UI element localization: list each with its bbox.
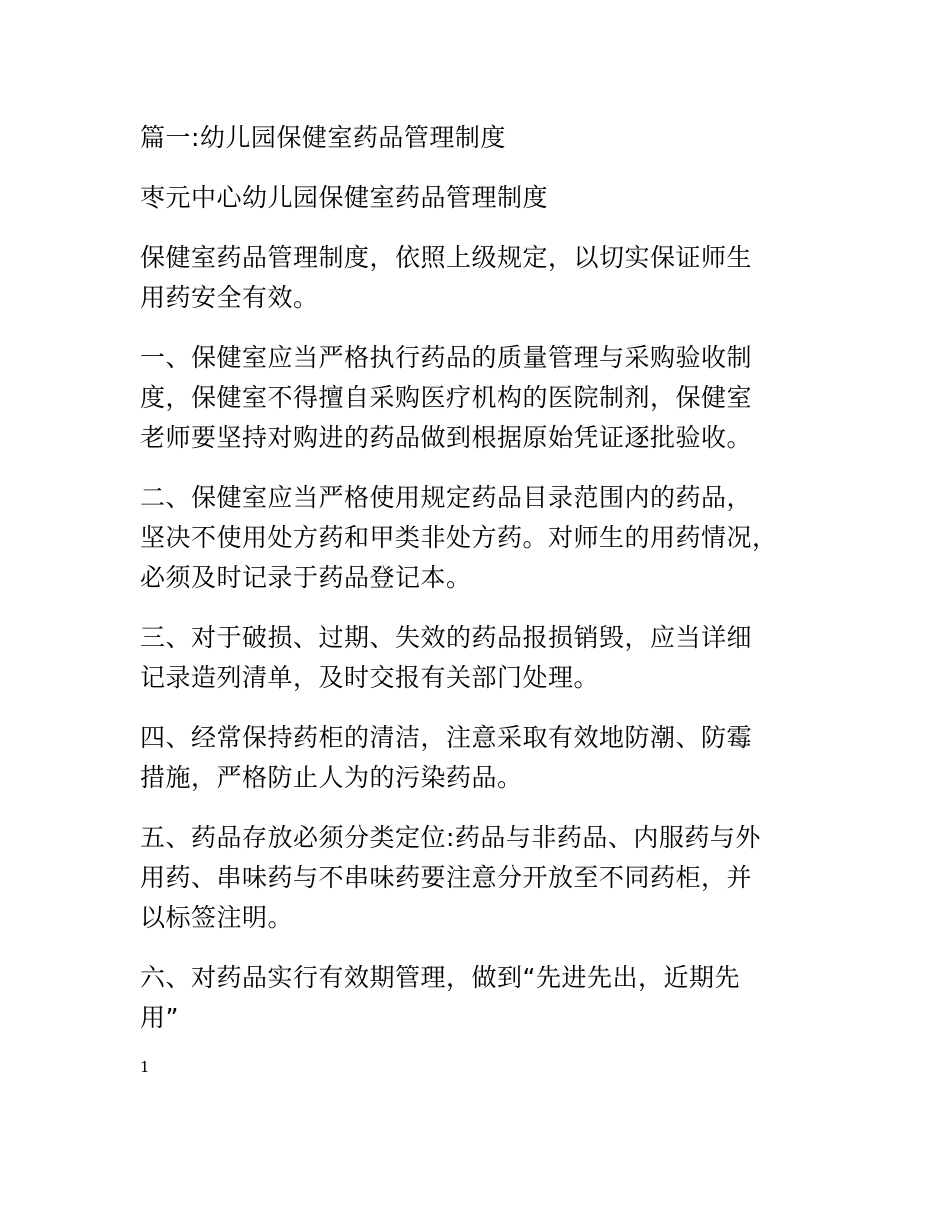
intro-paragraph [140, 238, 820, 318]
text-line: 六、对药品实行有效期管理，做到“先进先出，近期先 [140, 963, 740, 992]
text-line: 枣元中心幼儿园保健室药品管理制度 [140, 183, 549, 212]
rule-paragraph-1 [140, 338, 820, 458]
rule-paragraph-4 [140, 718, 820, 798]
text-line: 用药、串味药与不串味药要注意分开放至不同药柜，并 [140, 863, 753, 892]
text-line: 以标签注明。 [140, 903, 294, 932]
text-line: 用药安全有效。 [140, 283, 319, 312]
text-line: 坚决不使用处方药和甲类非处方药。对师生的用药情况， [140, 523, 778, 552]
text-line: 二、保健室应当严格使用规定药品目录范围内的药品， [140, 483, 753, 512]
text-line: 必须及时记录于药品登记本。 [140, 563, 472, 592]
document-body [140, 118, 820, 1058]
rule-paragraph-6 [140, 958, 820, 1038]
text-line: 四、经常保持药柜的清洁，注意采取有效地防潮、防霉 [140, 723, 753, 752]
rule-paragraph-3 [140, 618, 820, 698]
text-line: 措施，严格防止人为的污染药品。 [140, 763, 523, 792]
rule-paragraph-2 [140, 478, 820, 598]
section-title [140, 118, 820, 158]
text-line: 用” [140, 1003, 179, 1032]
text-line: 五、药品存放必须分类定位:药品与非药品、内服药与外 [140, 823, 761, 852]
rule-paragraph-5 [140, 818, 820, 938]
text-line: 老师要坚持对购进的药品做到根据原始凭证逐批验收。 [140, 423, 753, 452]
text-line: 三、对于破损、过期、失效的药品报损销毁，应当详细 [140, 623, 753, 652]
page-number: 1 [140, 1058, 150, 1076]
text-line: 保健室药品管理制度，依照上级规定，以切实保证师生 [140, 243, 753, 272]
text-line: 度，保健室不得擅自采购医疗机构的医院制剂，保健室 [140, 383, 753, 412]
text-line: 记录造列清单，及时交报有关部门处理。 [140, 663, 600, 692]
text-line: 一、保健室应当严格执行药品的质量管理与采购验收制 [140, 343, 753, 372]
text-line: 篇一:幼儿园保健室药品管理制度 [140, 123, 506, 152]
document-title [140, 178, 820, 218]
